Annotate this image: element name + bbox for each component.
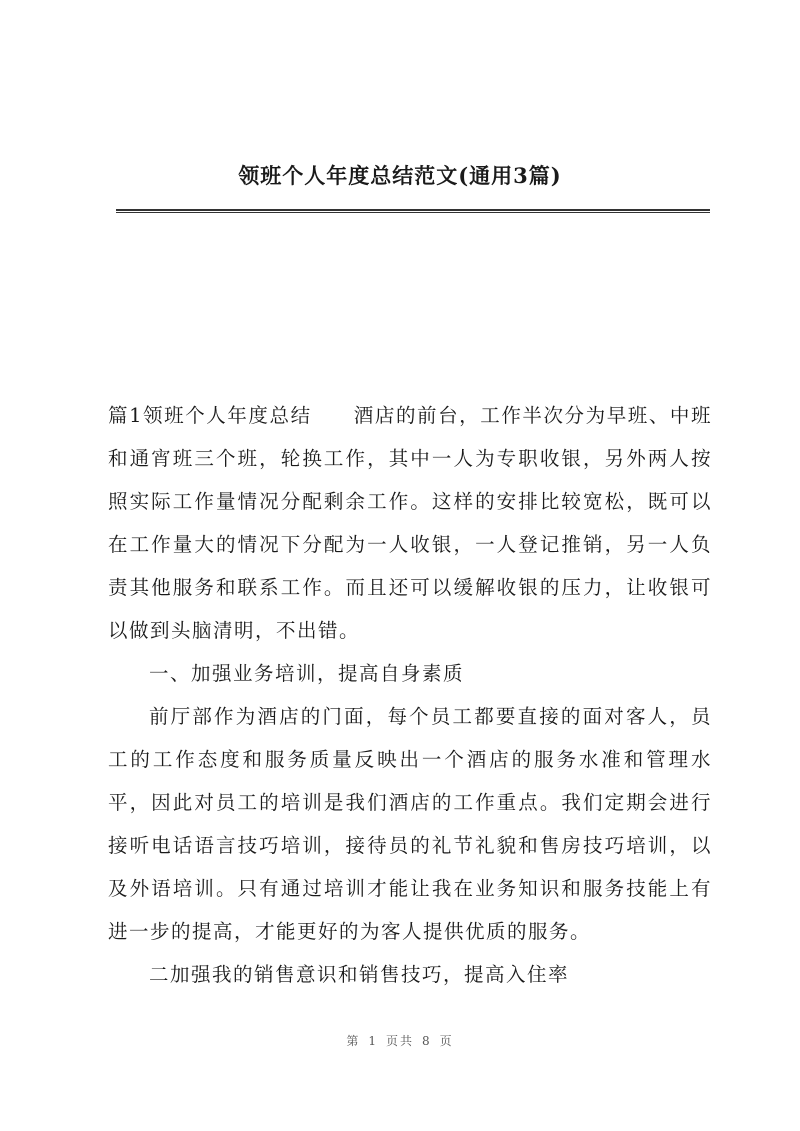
footer-suffix: 页 xyxy=(439,1034,454,1048)
footer-prefix: 第 xyxy=(346,1034,361,1048)
document-body xyxy=(108,394,712,996)
page-title: 领班个人年度总结范文(通用3篇) xyxy=(238,163,562,188)
paragraph-intro: 篇1领班个人年度总结 酒店的前台，工作半次分为早班、中班和通宵班三个班，轮换工作，其中一人为专职收银，另外两人按照实际工作量情况分配剩余工作。这样的安排比较宽松，既可以在工作量大的情况下分配为一人收银，一人登记推销，另一人负责其他服务和联系工作。而且还可以缓解收银的压力，让收银可以做到头脑清明，不出错。 xyxy=(108,404,712,642)
footer-middle: 页共 xyxy=(385,1034,414,1048)
footer-total-pages: 8 xyxy=(422,1034,432,1048)
title-divider xyxy=(116,209,710,213)
page-footer xyxy=(0,1032,800,1049)
footer-current-page: 1 xyxy=(368,1034,378,1048)
paragraph-training: 前厅部作为酒店的门面，每个员工都要直接的面对客人，员工的工作态度和服务质量反映出一个酒店的服务水准和管理水平，因此对员工的培训是我们酒店的工作重点。我们定期会进行接听电话语言技巧培训，接待员的礼节礼貌和售房技巧培训，以及外语培训。只有通过培训才能让我在业务知识和服务技能上有进一步的提高，才能更好的为客人提供优质的服务。 xyxy=(108,705,712,943)
section-heading-2: 二加强我的销售意识和销售技巧，提高入住率 xyxy=(149,963,570,986)
section-heading-1: 一、加强业务培训，提高自身素质 xyxy=(149,662,465,685)
